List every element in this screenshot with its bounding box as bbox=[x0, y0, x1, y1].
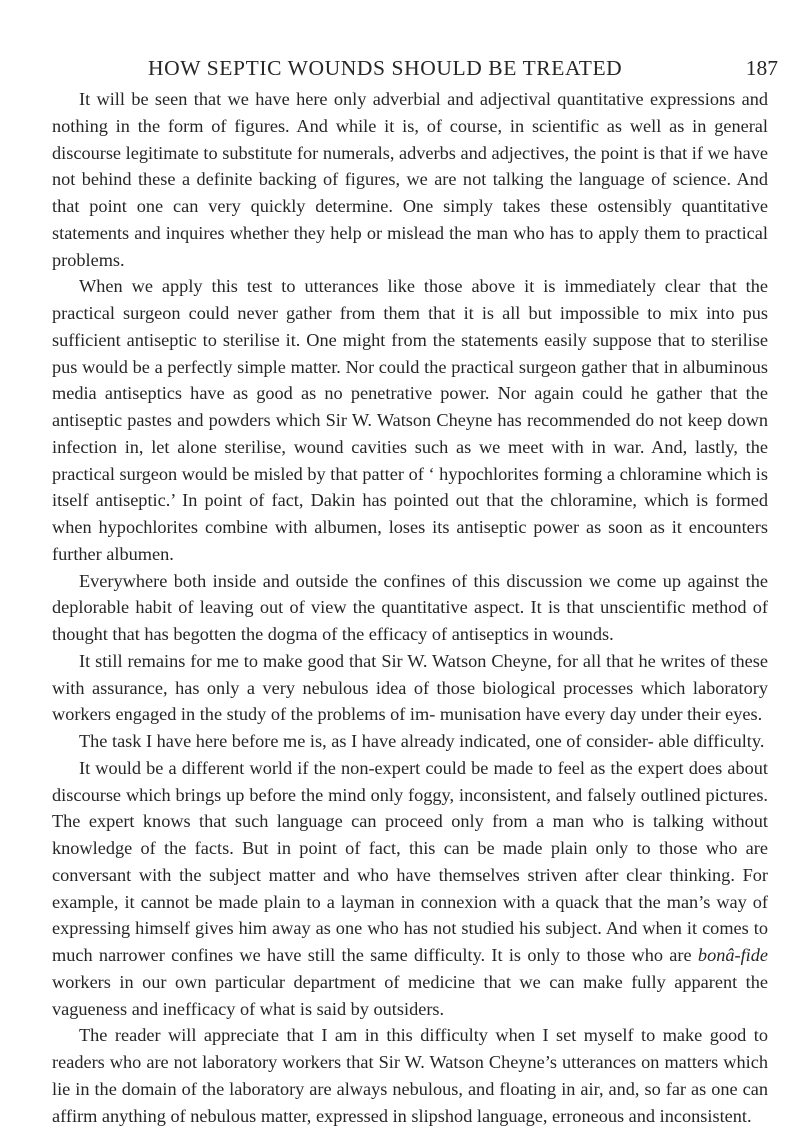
book-page bbox=[52, 0, 778, 1129]
paragraph-6-part-2: workers in our own particular department of medicine that we can make fully apparent the vagueness and inefficacy of what is said by outsiders. bbox=[52, 971, 768, 1019]
paragraph-6 bbox=[52, 755, 768, 1023]
paragraph-6-italic-term: bonâ-fide bbox=[697, 945, 768, 965]
paragraph-1: It will be seen that we have here only adverbial and adjectival quantitative expressions and nothing in the form of figures. And while it is, of course, in scientific as well as in general discourse legitimate to substitute for numerals, adverbs and adjectives, the point is that if we have not behind these a definite backing of figures, we are not talking the language of science. And that point one can very quickly determine. One simply takes these ostensibly quantitative statements and inquires whether they help or mislead the man who has to apply them to practical problems. bbox=[52, 89, 768, 270]
page-number: 187 bbox=[745, 56, 778, 80]
page-header bbox=[52, 0, 778, 86]
paragraph-4: It still remains for me to make good that Sir W. Watson Cheyne, for all that he writes of these with assurance, has only a very nebulous idea of those biological processes which laboratory workers engaged in the study of the problems of im- munisation have every day under their eyes. bbox=[52, 650, 768, 725]
paragraph-7: The reader will appreciate that I am in this difficulty when I set myself to make good to readers who are not laboratory workers that Sir W. Watson Cheyne’s utterances on matters which lie in the domain of the laboratory are always nebulous, and floating in air, and, so far as one can affirm anything of nebulous matter, expressed in slipshod language, erroneous and inconsistent. bbox=[52, 1025, 768, 1126]
paragraph-6-part-1: It would be a different world if the non-expert could be made to feel as the expert does about discourse which brings up before the mind only foggy, inconsistent, and falsely outlined pictures. The expert knows that such language can proceed only from a man who is talking without knowledge of the facts. But in point of fact, this can be made plain only to those who are conversant with the subject matter and who have themselves striven after clear thinking. For example, it cannot be made plain to a layman in connexion with a quack that the man’s way of expressing himself gives him away as one who has not studied his subject. And when it comes to much narrower confines we have still the same difficulty. It is only to those who are bbox=[52, 757, 768, 965]
paragraph-2: When we apply this test to utterances like those above it is immediately clear that the practical surgeon could never gather from them that it is all but impossible to mix into pus sufficient antiseptic to sterilise it. One might from the statements easily suppose that to sterilise pus would be a perfectly simple matter. Nor could the practical surgeon gather that in albuminous media antiseptics have as good as no penetrative power. Nor again could he gather that the antiseptic pastes and powders which Sir W. Watson Cheyne has recommended do not keep down infection in, let alone sterilise, wound cavities such as we meet with in war. And, lastly, the practical surgeon would be misled by that patter of ‘ hypochlorites forming a chloramine which is itself antiseptic.’ In point of fact, Dakin has pointed out that the chloramine, which is formed when hypochlorites combine with albumen, loses its antiseptic power as soon as it encounters further albumen. bbox=[52, 276, 768, 564]
paragraph-3: Everywhere both inside and outside the confines of this discussion we come up against the deplorable habit of leaving out of view the quantitative aspect. It is that unscientific method of thought that has begotten the dogma of the efficacy of antiseptics in wounds. bbox=[52, 570, 768, 644]
body-text bbox=[52, 86, 768, 1129]
paragraph-5: The task I have here before me is, as I have already indicated, one of consider- able difficulty. bbox=[79, 731, 765, 751]
running-head: HOW SEPTIC WOUNDS SHOULD BE TREATED bbox=[148, 56, 623, 80]
